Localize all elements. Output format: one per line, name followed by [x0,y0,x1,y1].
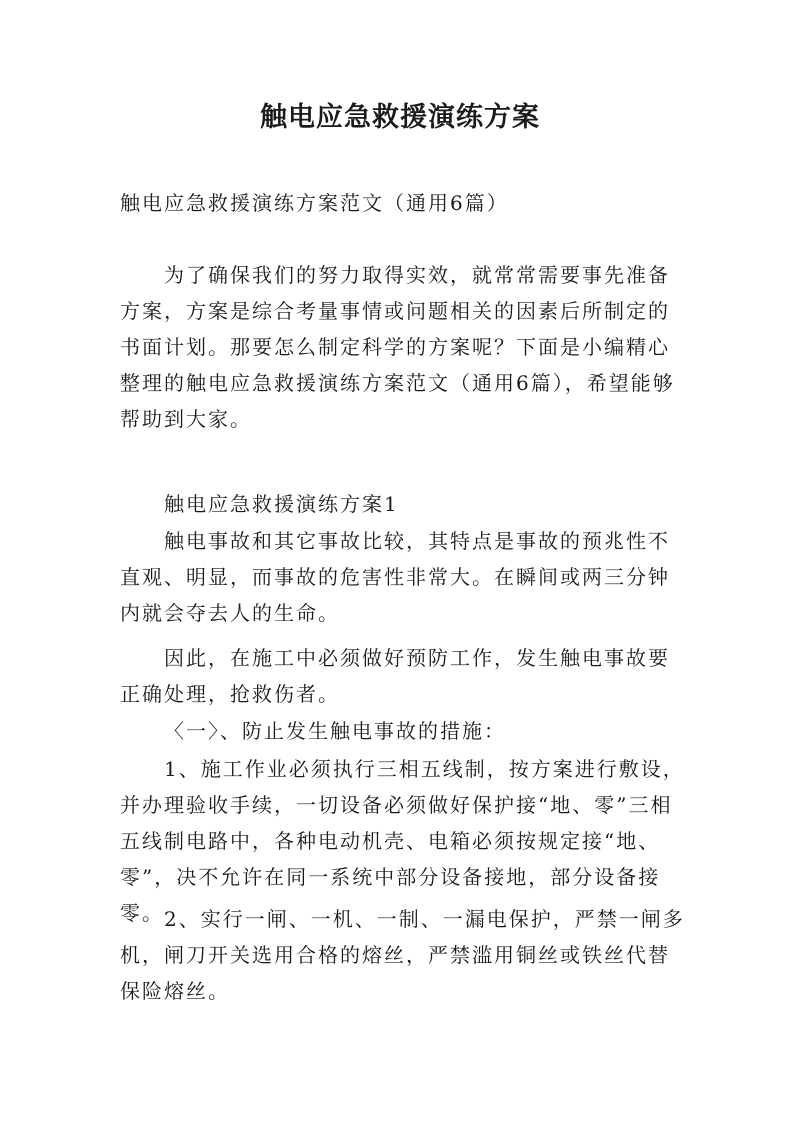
body-paragraph-2: 因此，在施工中必须做好预防工作，发生触电事故要正确处理，抢救伤者。 [120,646,670,706]
measure-item-1: 1、施工作业必须执行三相五线制，按方案进行敷设，并办理验收手续，一切设备必须做好保护接“地、零”三相五线制电路中，各种电动机壳、电箱必须按规定接“地、零”，决不允许在同一系统中部分设备接地，部分设备接零。 [120,757,685,925]
body-paragraph-1: 触电事故和其它事故比较，其特点是事故的预兆性不直观、明显，而事故的危害性非常大。在瞬间或两三分钟内就会夺去人的生命。 [120,529,670,625]
section-heading: 触电应急救援演练方案1 [164,492,399,516]
document-subtitle: 触电应急救援演练方案范文（通用6篇） [120,191,509,215]
measure-item-2: 2、实行一闸、一机、一制、一漏电保护，严禁一闸多机，闸刀开关选用合格的熔丝，严禁滥用铜丝或铁丝代替保险熔丝。 [120,907,685,1003]
measures-heading: 〈一〉、防止发生触电事故的措施： [164,719,506,743]
document-title: 触电应急救援演练方案 [260,102,540,133]
intro-paragraph: 为了确保我们的努力取得实效，就常常需要事先准备方案，方案是综合考量事情或问题相关的因素后所制定的书面计划。那要怎么制定科学的方案呢？下面是小编精心整理的触电应急救援演练方案范文（通用6篇），希望能够帮助到大家。 [120,263,675,431]
